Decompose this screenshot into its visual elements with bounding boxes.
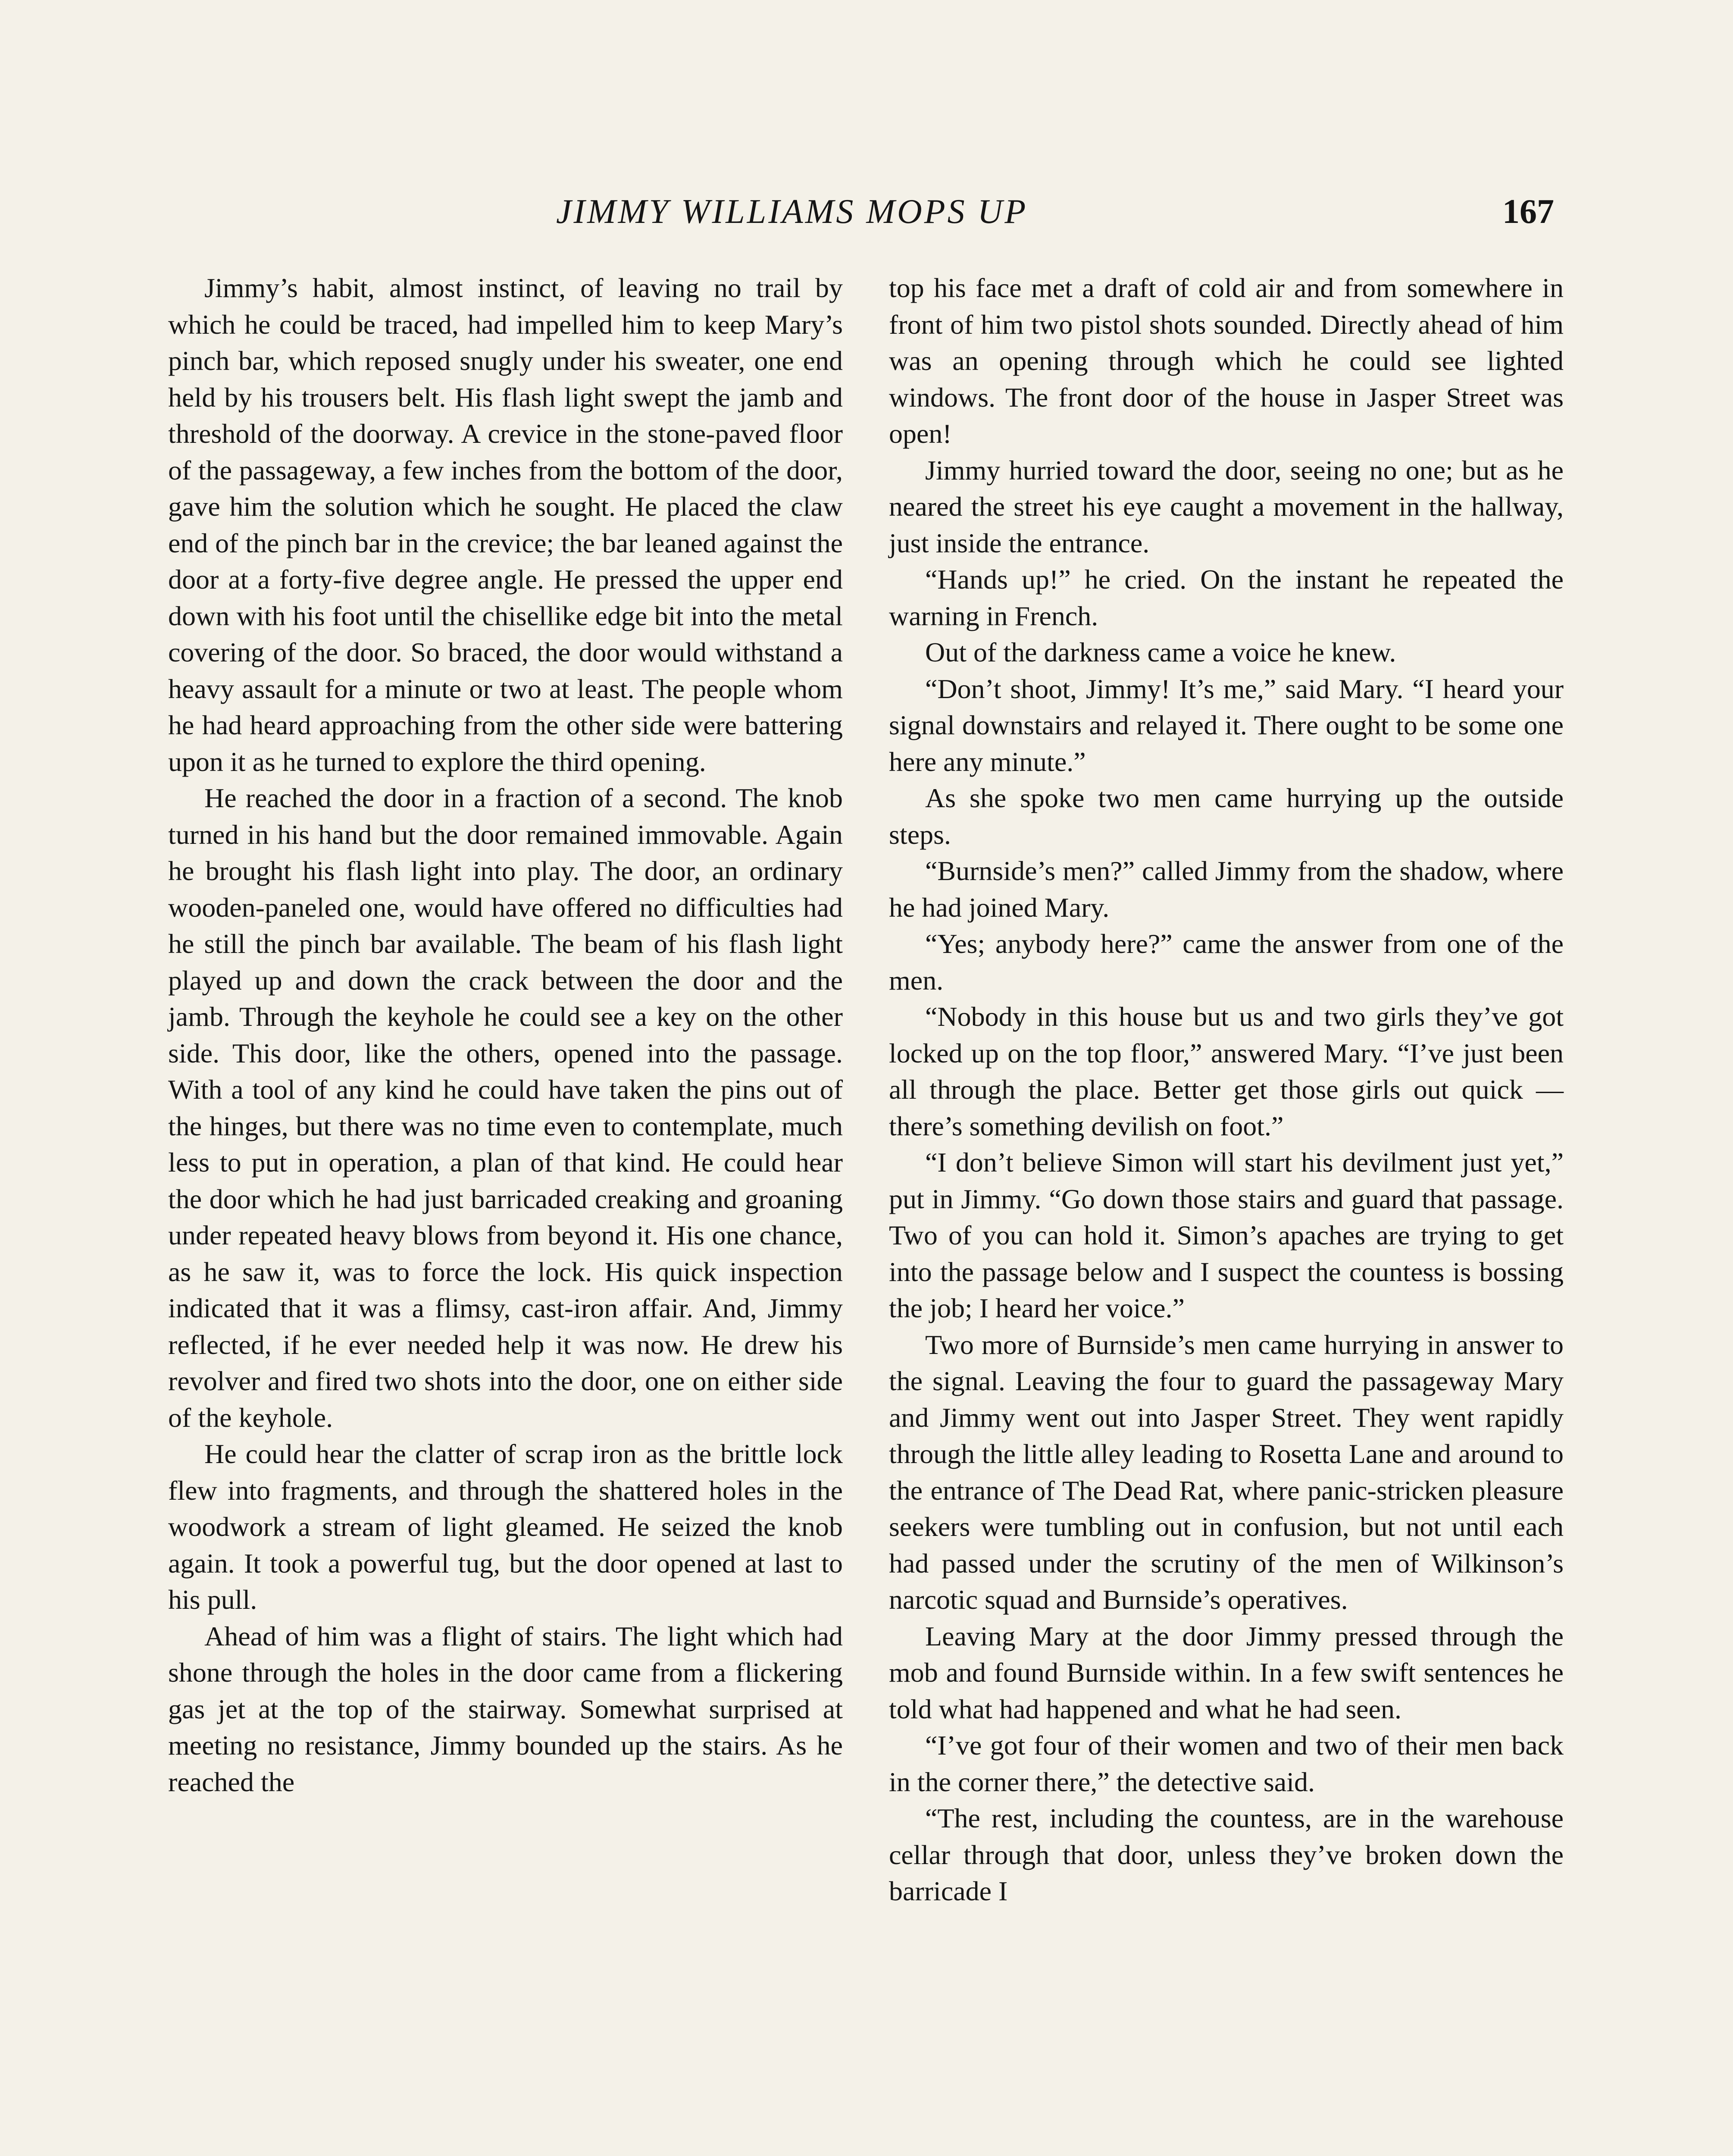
right-text-column — [889, 270, 1564, 1910]
paragraph: “I don’t believe Simon will start his devilment just yet,” put in Jimmy. “Go down those stairs and guard that passage. Two of you can hold it. Simon’s apaches are trying to get into the passage below and I suspect the countess is bossing the job; I heard her voice.” — [889, 1147, 1564, 1323]
paragraph: “The rest, including the countess, are in the warehouse cellar through that door, unless they’ve broken down the barricade I — [889, 1803, 1564, 1906]
paragraph: Ahead of him was a flight of stairs. The light which had shone through the holes in the door came from a flickering gas jet at the top of the stairway. Somewhat surprised at meeting no resistance, Jimmy bounded up the stairs. As he reached the — [168, 1620, 843, 1797]
paragraph: “I’ve got four of their women and two of their men back in the corner there,” the detective said. — [889, 1730, 1564, 1797]
running-title: JIMMY WILLIAMS MOPS UP — [556, 193, 1028, 231]
paragraph-continued: top his face met a draft of cold air and from somewhere in front of him two pistol shots sounded. Directly ahead of him was an opening through which he could see lighted windows. The front door of the house in Jasper Street was open! — [889, 273, 1564, 449]
paragraph: “Don’t shoot, Jimmy! It’s me,” said Mary. “I heard your signal downstairs and relayed it. There ought to be some one here any minute.” — [889, 673, 1564, 777]
paragraph: He reached the door in a fraction of a second. The knob turned in his hand but the door remained immovable. Again he brought his flash light into play. The door, an ordinary wooden-paneled one, would have offered no difficulties had he still the pinch bar available. The beam of his flash light played up and down the crack between the door and the jamb. Through the keyhole he could see a key on the other side. This door, like the others, opened into the passage. With a tool of any kind he could have taken the pins out of the hinges, but there was no time even to contemplate, much less to put in operation, a plan of that kind. He could hear the door which he had just barricaded creaking and groaning under repeated heavy blows from beyond it. His one chance, as he saw it, was to force the lock. His quick inspection indicated that it was a flimsy, cast-iron affair. And, Jimmy reflected, if he ever needed help it was now. He drew his revolver and fired two shots into the door, one on either side of the keyhole. — [168, 783, 843, 1433]
paragraph: Out of the darkness came a voice he knew. — [925, 637, 1396, 667]
paragraph: As she spoke two men came hurrying up the outside steps. — [889, 783, 1564, 850]
paragraph: Jimmy hurried toward the door, seeing no one; but as he neared the street his eye caught a movement in the hallway, just inside the entrance. — [889, 454, 1564, 558]
paragraph: “Yes; anybody here?” came the answer from one of the men. — [889, 928, 1564, 996]
paragraph: “Burnside’s men?” called Jimmy from the shadow, where he had joined Mary. — [889, 856, 1564, 923]
paragraph: “Nobody in this house but us and two girls they’ve got locked up on the top floor,” answered Mary. “I’ve just been all through the place. Better get those girls out quick —there’s something devilish on foot.” — [889, 1001, 1564, 1141]
page-number: 167 — [1502, 193, 1554, 231]
paragraph: Two more of Burnside’s men came hurrying in answer to the signal. Leaving the four to guard the passageway Mary and Jimmy went out into Jasper Street. They went rapidly through the little alley leading to Rosetta Lane and around to the entrance of The Dead Rat, where panic-stricken pleasure seekers were tumbling out in confusion, but not until each had passed under the scrutiny of the men of Wilkinson’s narcotic squad and Burnside’s operatives. — [889, 1329, 1564, 1615]
paragraph: He could hear the clatter of scrap iron as the brittle lock flew into fragments, and through the shattered holes in the woodwork a stream of light gleamed. He seized the knob again. It took a powerful tug, but the door opened at last to his pull. — [168, 1438, 843, 1615]
left-text-column — [168, 270, 843, 1800]
paragraph: “Hands up!” he cried. On the instant he repeated the warning in French. — [889, 564, 1564, 631]
paragraph: Jimmy’s habit, almost instinct, of leaving no trail by which he could be traced, had impelled him to keep Mary’s pinch bar, which reposed snugly under his sweater, one end held by his trousers belt. His flash light swept the jamb and threshold of the doorway. A crevice in the stone-paved floor of the passageway, a few inches from the bottom of the door, gave him the solution which he sought. He placed the claw end of the pinch bar in the crevice; the bar leaned against the door at a forty-five degree angle. He pressed the upper end down with his foot until the chisellike edge bit into the metal covering of the door. So braced, the door would withstand a heavy assault for a minute or two at least. The people whom he had heard approaching from the other side were battering upon it as he turned to explore the third opening. — [168, 273, 843, 777]
paragraph: Leaving Mary at the door Jimmy pressed through the mob and found Burnside within. In a few swift sentences he told what had happened and what he had seen. — [889, 1620, 1564, 1724]
